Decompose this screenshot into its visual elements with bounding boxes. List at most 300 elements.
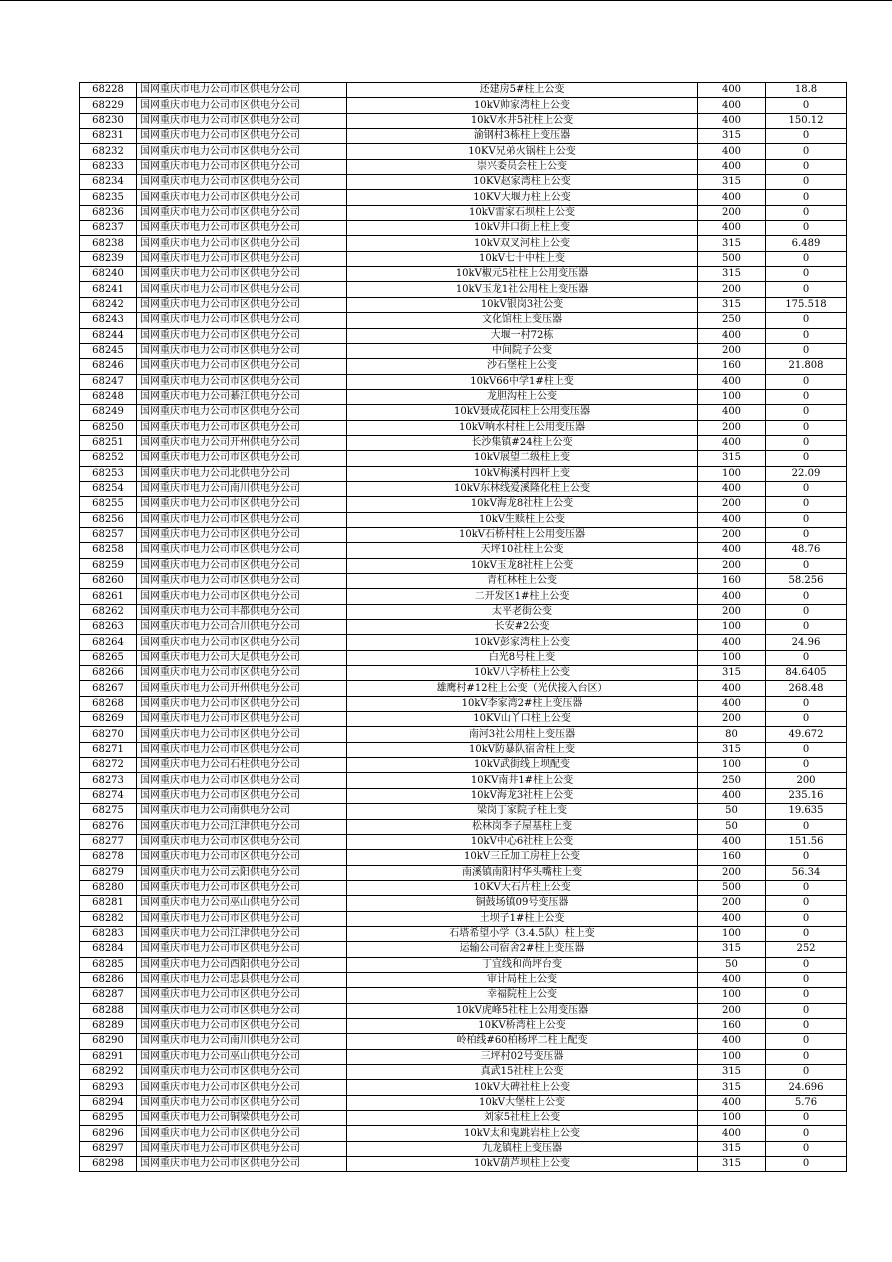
table-row (80, 313, 847, 328)
company-cell: 国网重庆市电力公司市区供电分公司 (137, 880, 347, 895)
value-cell: 0 (766, 926, 847, 941)
value-cell: 0 (766, 435, 847, 450)
row-id-cell: 68250 (80, 420, 137, 435)
table-body (80, 83, 847, 1172)
table-row (80, 405, 847, 420)
row-id-cell: 68231 (80, 129, 137, 144)
company-cell: 国网重庆市电力公司北供电分公司 (137, 466, 347, 481)
table-row (80, 466, 847, 481)
row-id-cell: 68265 (80, 650, 137, 665)
company-cell: 国网重庆市电力公司市区供电分公司 (137, 374, 347, 389)
row-id-cell: 68278 (80, 850, 137, 865)
table-row (80, 742, 847, 757)
capacity-cell: 400 (698, 972, 766, 987)
table-row (80, 98, 847, 113)
table-row (80, 620, 847, 635)
table-row (80, 972, 847, 987)
table-row (80, 343, 847, 358)
value-cell: 0 (766, 758, 847, 773)
company-cell: 国网重庆市电力公司市区供电分公司 (137, 788, 347, 803)
company-cell: 国网重庆市电力公司市区供电分公司 (137, 1003, 347, 1018)
value-cell: 6.489 (766, 236, 847, 251)
value-cell: 150.12 (766, 113, 847, 128)
transformer-name-cell: 文化馆柱上变压器 (347, 313, 698, 328)
value-cell: 24.696 (766, 1080, 847, 1095)
value-cell: 0 (766, 328, 847, 343)
capacity-cell: 200 (698, 558, 766, 573)
company-cell: 国网重庆市电力公司市区供电分公司 (137, 574, 347, 589)
table-row (80, 83, 847, 98)
table-row (80, 558, 847, 573)
value-cell: 24.96 (766, 635, 847, 650)
company-cell: 国网重庆市电力公司云阳供电分公司 (137, 865, 347, 880)
row-id-cell: 68248 (80, 389, 137, 404)
company-cell: 国网重庆市电力公司南供电分公司 (137, 804, 347, 819)
transformer-name-cell: 10kV武街线上坝配变 (347, 758, 698, 773)
transformer-name-cell: 南溪镇南阳村华头嘴柱上变 (347, 865, 698, 880)
row-id-cell: 68293 (80, 1080, 137, 1095)
company-cell: 国网重庆市电力公司江津供电分公司 (137, 926, 347, 941)
value-cell: 0 (766, 712, 847, 727)
transformer-name-cell: 刘家5社柱上公变 (347, 1111, 698, 1126)
capacity-cell: 400 (698, 481, 766, 496)
company-cell: 国网重庆市电力公司市区供电分公司 (137, 236, 347, 251)
row-id-cell: 68230 (80, 113, 137, 128)
transformer-name-cell: 10KV大堰力柱上公变 (347, 190, 698, 205)
table-row (80, 1141, 847, 1156)
row-id-cell: 68232 (80, 144, 137, 159)
transformer-name-cell: 石塔希望小学（3.4.5队）柱上变 (347, 926, 698, 941)
transformer-name-cell: 10kV玉龙1社公用柱上变压器 (347, 282, 698, 297)
capacity-cell: 400 (698, 589, 766, 604)
capacity-cell: 400 (698, 113, 766, 128)
table-row (80, 819, 847, 834)
value-cell: 175.518 (766, 297, 847, 312)
capacity-cell: 315 (698, 451, 766, 466)
capacity-cell: 200 (698, 712, 766, 727)
company-cell: 国网重庆市电力公司市区供电分公司 (137, 267, 347, 282)
company-cell: 国网重庆市电力公司南川供电分公司 (137, 1034, 347, 1049)
capacity-cell: 315 (698, 666, 766, 681)
table-row (80, 389, 847, 404)
table-row (80, 650, 847, 665)
value-cell: 56.34 (766, 865, 847, 880)
value-cell: 5.76 (766, 1095, 847, 1110)
row-id-cell: 68291 (80, 1049, 137, 1064)
row-id-cell: 68234 (80, 175, 137, 190)
table-row (80, 1065, 847, 1080)
row-id-cell: 68262 (80, 604, 137, 619)
value-cell: 0 (766, 267, 847, 282)
value-cell: 0 (766, 911, 847, 926)
transformer-name-cell: 10KV大石片柱上公变 (347, 880, 698, 895)
row-id-cell: 68289 (80, 1018, 137, 1033)
capacity-cell: 400 (698, 635, 766, 650)
table-row (80, 911, 847, 926)
transformer-name-cell: 10kV展望二级柱上变 (347, 451, 698, 466)
capacity-cell: 200 (698, 896, 766, 911)
row-id-cell: 68263 (80, 620, 137, 635)
table-row (80, 175, 847, 190)
value-cell: 0 (766, 1126, 847, 1141)
row-id-cell: 68235 (80, 190, 137, 205)
capacity-cell: 200 (698, 865, 766, 880)
company-cell: 国网重庆市电力公司市区供电分公司 (137, 420, 347, 435)
value-cell: 49.672 (766, 727, 847, 742)
row-id-cell: 68240 (80, 267, 137, 282)
transformer-name-cell: 10kV八字桥柱上公变 (347, 666, 698, 681)
table-row (80, 942, 847, 957)
row-id-cell: 68238 (80, 236, 137, 251)
row-id-cell: 68264 (80, 635, 137, 650)
transformer-name-cell: 10kV雷家石坝柱上公变 (347, 205, 698, 220)
value-cell: 0 (766, 129, 847, 144)
company-cell: 国网重庆市电力公司市区供电分公司 (137, 221, 347, 236)
table-row (80, 451, 847, 466)
company-cell: 国网重庆市电力公司市区供电分公司 (137, 712, 347, 727)
row-id-cell: 68298 (80, 1157, 137, 1172)
table-row (80, 297, 847, 312)
row-id-cell: 68288 (80, 1003, 137, 1018)
company-cell: 国网重庆市电力公司市区供电分公司 (137, 666, 347, 681)
capacity-cell: 400 (698, 788, 766, 803)
capacity-cell: 500 (698, 880, 766, 895)
table-row (80, 1080, 847, 1095)
row-id-cell: 68241 (80, 282, 137, 297)
company-cell: 国网重庆市电力公司市区供电分公司 (137, 1141, 347, 1156)
table-row (80, 420, 847, 435)
company-cell: 国网重庆市电力公司市区供电分公司 (137, 1157, 347, 1172)
company-cell: 国网重庆市电力公司南川供电分公司 (137, 481, 347, 496)
transformer-name-cell: 龙胆沟柱上公变 (347, 389, 698, 404)
capacity-cell: 315 (698, 742, 766, 757)
row-id-cell: 68233 (80, 159, 137, 174)
company-cell: 国网重庆市电力公司市区供电分公司 (137, 113, 347, 128)
transformer-name-cell: 10KV南井1#柱上公变 (347, 773, 698, 788)
row-id-cell: 68246 (80, 359, 137, 374)
table-row (80, 1003, 847, 1018)
company-cell: 国网重庆市电力公司市区供电分公司 (137, 159, 347, 174)
company-cell: 国网重庆市电力公司市区供电分公司 (137, 1018, 347, 1033)
transformer-name-cell: 雄鹰村#12柱上公变（光伏接入台区） (347, 681, 698, 696)
table-row (80, 328, 847, 343)
capacity-cell: 250 (698, 313, 766, 328)
capacity-cell: 315 (698, 1080, 766, 1095)
company-cell: 国网重庆市电力公司市区供电分公司 (137, 405, 347, 420)
value-cell: 21.808 (766, 359, 847, 374)
table-row (80, 282, 847, 297)
row-id-cell: 68286 (80, 972, 137, 987)
capacity-cell: 315 (698, 267, 766, 282)
transformer-name-cell: 10kV大堡柱上公变 (347, 1095, 698, 1110)
value-cell: 0 (766, 1018, 847, 1033)
value-cell: 0 (766, 1157, 847, 1172)
capacity-cell: 100 (698, 466, 766, 481)
value-cell: 0 (766, 98, 847, 113)
data-table (79, 82, 847, 1172)
table-row (80, 589, 847, 604)
transformer-name-cell: 还建房5#柱上公变 (347, 83, 698, 98)
transformer-name-cell: 二开发区1#柱上公变 (347, 589, 698, 604)
transformer-name-cell: 10kV彭家湾柱上公变 (347, 635, 698, 650)
table-row (80, 512, 847, 527)
capacity-cell: 160 (698, 850, 766, 865)
row-id-cell: 68257 (80, 527, 137, 542)
table-row (80, 880, 847, 895)
value-cell: 18.8 (766, 83, 847, 98)
row-id-cell: 68259 (80, 558, 137, 573)
transformer-name-cell: 长安#2公变 (347, 620, 698, 635)
table-row (80, 374, 847, 389)
transformer-name-cell: 真武15社柱上公变 (347, 1065, 698, 1080)
capacity-cell: 500 (698, 251, 766, 266)
capacity-cell: 200 (698, 1003, 766, 1018)
capacity-cell: 160 (698, 359, 766, 374)
row-id-cell: 68253 (80, 466, 137, 481)
table-row (80, 850, 847, 865)
table-row (80, 666, 847, 681)
table-row (80, 144, 847, 159)
table-row (80, 236, 847, 251)
table-row (80, 1049, 847, 1064)
row-id-cell: 68297 (80, 1141, 137, 1156)
value-cell: 0 (766, 527, 847, 542)
value-cell: 58.256 (766, 574, 847, 589)
row-id-cell: 68260 (80, 574, 137, 589)
transformer-name-cell: 10KV赵家湾柱上公变 (347, 175, 698, 190)
company-cell: 国网重庆市电力公司市区供电分公司 (137, 451, 347, 466)
row-id-cell: 68247 (80, 374, 137, 389)
table-row (80, 788, 847, 803)
transformer-name-cell: 10kV66中学1#柱上变 (347, 374, 698, 389)
capacity-cell: 200 (698, 527, 766, 542)
value-cell: 0 (766, 988, 847, 1003)
row-id-cell: 68296 (80, 1126, 137, 1141)
company-cell: 国网重庆市电力公司市区供电分公司 (137, 1080, 347, 1095)
row-id-cell: 68269 (80, 712, 137, 727)
company-cell: 国网重庆市电力公司市区供电分公司 (137, 282, 347, 297)
capacity-cell: 100 (698, 620, 766, 635)
value-cell: 0 (766, 343, 847, 358)
row-id-cell: 68284 (80, 942, 137, 957)
value-cell: 0 (766, 896, 847, 911)
row-id-cell: 68292 (80, 1065, 137, 1080)
capacity-cell: 400 (698, 221, 766, 236)
table-row (80, 773, 847, 788)
value-cell: 0 (766, 850, 847, 865)
table-row (80, 696, 847, 711)
row-id-cell: 68228 (80, 83, 137, 98)
transformer-name-cell: 运输公司宿舍2#柱上变压器 (347, 942, 698, 957)
transformer-name-cell: 丁宜线和尚坪台变 (347, 957, 698, 972)
company-cell: 国网重庆市电力公司市区供电分公司 (137, 635, 347, 650)
transformer-name-cell: 青杠林柱上公变 (347, 574, 698, 589)
transformer-name-cell: 幸福院柱上公变 (347, 988, 698, 1003)
transformer-name-cell: 10KV山丫口柱上公变 (347, 712, 698, 727)
transformer-name-cell: 10kV东林线爱溪隆化柱上公变 (347, 481, 698, 496)
company-cell: 国网重庆市电力公司酉阳供电分公司 (137, 957, 347, 972)
company-cell: 国网重庆市电力公司市区供电分公司 (137, 512, 347, 527)
transformer-name-cell: 10kV太和鬼跳岩柱上公变 (347, 1126, 698, 1141)
value-cell: 22.09 (766, 466, 847, 481)
capacity-cell: 100 (698, 650, 766, 665)
value-cell: 0 (766, 512, 847, 527)
transformer-name-cell: 10kV中心6社柱上公变 (347, 834, 698, 849)
capacity-cell: 100 (698, 1049, 766, 1064)
company-cell: 国网重庆市电力公司江津供电分公司 (137, 819, 347, 834)
transformer-name-cell: 10kV海龙3社柱上公变 (347, 788, 698, 803)
company-cell: 国网重庆市电力公司市区供电分公司 (137, 343, 347, 358)
transformer-name-cell: 10kV大碑社柱上公变 (347, 1080, 698, 1095)
company-cell: 国网重庆市电力公司市区供电分公司 (137, 251, 347, 266)
value-cell: 19.635 (766, 804, 847, 819)
capacity-cell: 400 (698, 1095, 766, 1110)
row-id-cell: 68272 (80, 758, 137, 773)
transformer-name-cell: 10kV七十中柱上变 (347, 251, 698, 266)
company-cell: 国网重庆市电力公司市区供电分公司 (137, 144, 347, 159)
value-cell: 235.16 (766, 788, 847, 803)
capacity-cell: 50 (698, 957, 766, 972)
capacity-cell: 400 (698, 190, 766, 205)
value-cell: 0 (766, 481, 847, 496)
company-cell: 国网重庆市电力公司市区供电分公司 (137, 742, 347, 757)
company-cell: 国网重庆市电力公司市区供电分公司 (137, 1065, 347, 1080)
capacity-cell: 315 (698, 129, 766, 144)
row-id-cell: 68229 (80, 98, 137, 113)
table-row (80, 1111, 847, 1126)
transformer-name-cell: 天坪10社柱上公变 (347, 543, 698, 558)
row-id-cell: 68279 (80, 865, 137, 880)
transformer-name-cell: 岭柏线#60柏杨坪二柱上配变 (347, 1034, 698, 1049)
value-cell: 0 (766, 1049, 847, 1064)
row-id-cell: 68239 (80, 251, 137, 266)
company-cell: 国网重庆市电力公司市区供电分公司 (137, 175, 347, 190)
capacity-cell: 400 (698, 98, 766, 113)
capacity-cell: 400 (698, 696, 766, 711)
table-row (80, 635, 847, 650)
value-cell: 0 (766, 420, 847, 435)
capacity-cell: 100 (698, 758, 766, 773)
company-cell: 国网重庆市电力公司市区供电分公司 (137, 297, 347, 312)
row-id-cell: 68277 (80, 834, 137, 849)
transformer-name-cell: 10kV椒元5社柱上公用变压器 (347, 267, 698, 282)
capacity-cell: 400 (698, 1034, 766, 1049)
capacity-cell: 400 (698, 1126, 766, 1141)
transformer-name-cell: 10KV桥湾柱上公变 (347, 1018, 698, 1033)
company-cell: 国网重庆市电力公司市区供电分公司 (137, 98, 347, 113)
value-cell: 151.56 (766, 834, 847, 849)
value-cell: 0 (766, 205, 847, 220)
row-id-cell: 68283 (80, 926, 137, 941)
top-border-line (0, 0, 892, 1)
row-id-cell: 68270 (80, 727, 137, 742)
table-row (80, 129, 847, 144)
company-cell: 国网重庆市电力公司市区供电分公司 (137, 727, 347, 742)
transformer-name-cell: 10kV响水村柱上公用变压器 (347, 420, 698, 435)
row-id-cell: 68258 (80, 543, 137, 558)
table-row (80, 267, 847, 282)
company-cell: 国网重庆市电力公司市区供电分公司 (137, 359, 347, 374)
table-row (80, 758, 847, 773)
capacity-cell: 50 (698, 804, 766, 819)
transformer-name-cell: 10kV石桥村柱上公用变压器 (347, 527, 698, 542)
transformer-name-cell: 白光8号柱上变 (347, 650, 698, 665)
transformer-name-cell: 崇兴委员会柱上公变 (347, 159, 698, 174)
company-cell: 国网重庆市电力公司市区供电分公司 (137, 543, 347, 558)
transformer-name-cell: 10kV生赎柱上公变 (347, 512, 698, 527)
table-row (80, 190, 847, 205)
value-cell: 0 (766, 190, 847, 205)
capacity-cell: 80 (698, 727, 766, 742)
value-cell: 0 (766, 374, 847, 389)
table-row (80, 527, 847, 542)
capacity-cell: 100 (698, 1111, 766, 1126)
row-id-cell: 68255 (80, 497, 137, 512)
table-row (80, 251, 847, 266)
row-id-cell: 68285 (80, 957, 137, 972)
value-cell: 0 (766, 1111, 847, 1126)
company-cell: 国网重庆市电力公司市区供电分公司 (137, 850, 347, 865)
table-row (80, 1034, 847, 1049)
row-id-cell: 68249 (80, 405, 137, 420)
row-id-cell: 68294 (80, 1095, 137, 1110)
value-cell: 0 (766, 175, 847, 190)
company-cell: 国网重庆市电力公司石柱供电分公司 (137, 758, 347, 773)
row-id-cell: 68242 (80, 297, 137, 312)
capacity-cell: 100 (698, 389, 766, 404)
table-row (80, 359, 847, 374)
row-id-cell: 68236 (80, 205, 137, 220)
company-cell: 国网重庆市电力公司市区供电分公司 (137, 328, 347, 343)
value-cell: 0 (766, 589, 847, 604)
transformer-name-cell: 沙石堡柱上公变 (347, 359, 698, 374)
capacity-cell: 200 (698, 343, 766, 358)
value-cell: 252 (766, 942, 847, 957)
value-cell: 0 (766, 1065, 847, 1080)
capacity-cell: 315 (698, 297, 766, 312)
capacity-cell: 315 (698, 942, 766, 957)
table-row (80, 1095, 847, 1110)
value-cell: 0 (766, 251, 847, 266)
capacity-cell: 400 (698, 405, 766, 420)
capacity-cell: 400 (698, 543, 766, 558)
capacity-cell: 50 (698, 819, 766, 834)
value-cell: 0 (766, 957, 847, 972)
transformer-name-cell: 大堰一村72栋 (347, 328, 698, 343)
capacity-cell: 400 (698, 435, 766, 450)
transformer-name-cell: 10kV井口街上柱上变 (347, 221, 698, 236)
row-id-cell: 68274 (80, 788, 137, 803)
row-id-cell: 68252 (80, 451, 137, 466)
row-id-cell: 68295 (80, 1111, 137, 1126)
transformer-name-cell: 10kV李家湾2#柱上变压器 (347, 696, 698, 711)
table-row (80, 574, 847, 589)
value-cell: 0 (766, 144, 847, 159)
company-cell: 国网重庆市电力公司市区供电分公司 (137, 988, 347, 1003)
value-cell: 0 (766, 405, 847, 420)
transformer-name-cell: 10kV梅溪村四杆上变 (347, 466, 698, 481)
capacity-cell: 200 (698, 282, 766, 297)
row-id-cell: 68261 (80, 589, 137, 604)
value-cell: 0 (766, 880, 847, 895)
capacity-cell: 400 (698, 374, 766, 389)
transformer-name-cell: 10kV三丘加工房柱上公变 (347, 850, 698, 865)
value-cell: 0 (766, 1003, 847, 1018)
value-cell: 0 (766, 558, 847, 573)
table-row (80, 543, 847, 558)
value-cell: 200 (766, 773, 847, 788)
company-cell: 国网重庆市电力公司市区供电分公司 (137, 497, 347, 512)
